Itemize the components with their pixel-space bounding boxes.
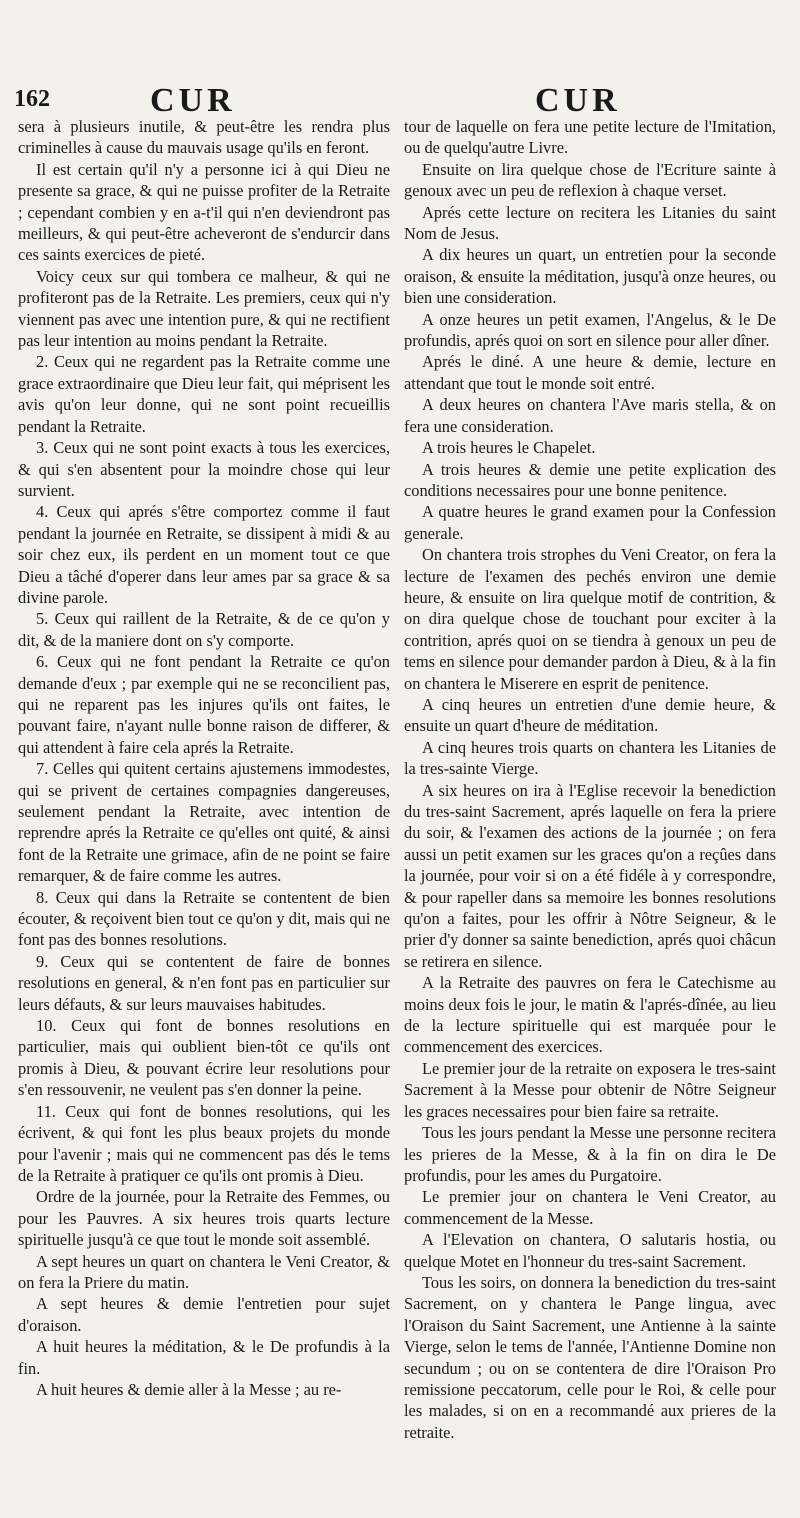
- paragraph: Tous les soirs, on donnera la benediction du tres-saint Sacrement, on y chantera le Pange lingua, avec l'Oraison du Saint Sacrement, une Antienne à la sainte Vierge, selon le tems de l'année, l'Antienne Domine non secundum ; ou on se contentera de dire l'Oraison Pro remissione peccatorum, celle pour le Roi, & celle pour les malades, si on en a recommandé aux prieres de la retraite.: [404, 1272, 776, 1442]
- paragraph: 5. Ceux qui raillent de la Retraite, & de ce qu'on y dit, & de la maniere dont on s'y comporte.: [18, 609, 390, 650]
- paragraph: A l'Elevation on chantera, O salutaris hostia, ou quelque Motet en l'honneur du tres-saint Sacrement.: [404, 1230, 776, 1271]
- paragraph: A trois heures le Chapelet.: [422, 438, 596, 458]
- paragraph: 3. Ceux qui ne sont point exacts à tous les exercices, & qui s'en absentent pour la moindre chose qui leur survient.: [18, 438, 390, 500]
- paragraph: A huit heures la méditation, & le De profundis à la fin.: [18, 1337, 390, 1378]
- page-number: 162: [14, 86, 50, 112]
- running-head-right: CUR: [535, 82, 621, 119]
- paragraph: On chantera trois strophes du Veni Creator, on fera la lecture de l'examen des pechés environ une demie heure, & ensuite on lira quelque motif de contrition, & on dira quelque chose de touchant pour exciter à la contrition, aprés quoi on se tiendra à genoux un peu de tems en silence pour demander pardon à Dieu, & à la fin on chantera le Miserere en esprit de penitence.: [404, 545, 776, 693]
- paragraph: 7. Celles qui quitent certains ajustemens immodestes, qui se privent de certaines compagnies dangereuses, seulement pendant la Retraite, avec intention de reprendre aprés la Retraite ce qu'elles ont quité, & ainsi font de la Retraite une grimace, afin de ne point se faire remarquer, & de faire comme les autres.: [18, 759, 390, 886]
- paragraph: 2. Ceux qui ne regardent pas la Retraite comme une grace extraordinaire que Dieu leur fait, qui méprisent les avis qu'on leur donne, qui ne sont point recueillis pendant la Retraite.: [18, 352, 390, 436]
- paragraph: Il est certain qu'il n'y a personne ici à qui Dieu ne presente sa grace, & qui ne puisse profiter de la Retraite ; cependant combien y en a-t'il qui n'en deviendront pas meilleurs, & qui peut-être acheveront de s'endurcir dans ces saints exercices de pieté.: [18, 159, 390, 265]
- paragraph: A sept heures un quart on chantera le Veni Creator, & on fera la Priere du matin.: [18, 1251, 390, 1292]
- left-column: [18, 116, 390, 1400]
- paragraph: tour de laquelle on fera une petite lecture de l'Imitation, ou de quelqu'autre Livre.: [404, 117, 776, 158]
- paragraph: A trois heures & demie une petite explication des conditions necessaires pour une bonne penitence.: [404, 459, 776, 500]
- paragraph: Ordre de la journée, pour la Retraite des Femmes, ou pour les Pauvres. A six heures trois quarts lecture spirituelle jusqu'à ce que tout le monde soit assemblé.: [18, 1187, 390, 1250]
- paragraph: 11. Ceux qui font de bonnes resolutions, qui les écrivent, & qui font les plus beaux projets du monde pour l'avenir ; mais qui ne commencent pas dés le tems de la Retraite à pratiquer ce qu'ils ont promis à Dieu.: [18, 1101, 390, 1185]
- paragraph: Ensuite on lira quelque chose de l'Ecriture sainte à genoux avec un peu de reflexion à chaque verset.: [404, 159, 776, 201]
- paragraph: A sept heures & demie l'entretien pour sujet d'oraison.: [18, 1294, 390, 1335]
- paragraph: A cinq heures trois quarts on chantera les Litanies de la tres-sainte Vierge.: [404, 737, 776, 779]
- paragraph: Tous les jours pendant la Messe une personne recitera les prieres de la Messe, & à la fin on dira le De profundis, pour les ames du Purgatoire.: [404, 1123, 776, 1185]
- paragraph: A quatre heures le grand examen pour la Confession generale.: [404, 502, 776, 543]
- paragraph: A huit heures & demie aller à la Messe ; au re-: [36, 1379, 342, 1399]
- paragraph: Aprés le diné. A une heure & demie, lecture en attendant que tout le monde soit entré.: [404, 352, 776, 393]
- paragraph: 4. Ceux qui aprés s'être comportez comme il faut pendant la journée en Retraite, se dissipent à midi & au soir chez eux, ils perdent en un moment tout ce que Dieu a tâché d'operer dans leur ames par sa grace & sa divine parole.: [18, 502, 390, 607]
- paragraph: 10. Ceux qui font de bonnes resolutions en particulier, mais qui oublient bien-tôt ce qu'ils ont promis à Dieu, & pouvant écrire leur resolutions pour s'en ressouvenir, ne veulent pas s'en donner la peine.: [18, 1016, 390, 1100]
- paragraph: Le premier jour de la retraite on exposera le tres-saint Sacrement à la Messe pour obtenir de Nôtre Seigneur les graces necessaires pour bien faire sa retraite.: [404, 1058, 776, 1121]
- paragraph: 8. Ceux qui dans la Retraite se contentent de bien écouter, & reçoivent bien tout ce qu'on y dit, mais qui ne font pas des bonnes resolutions.: [18, 887, 390, 950]
- paragraph: sera à plusieurs inutile, & peut-être les rendra plus criminelles à cause du mauvais usage qu'ils en feront.: [18, 117, 390, 158]
- paragraph: A six heures on ira à l'Eglise recevoir la benediction du tres-saint Sacrement, aprés laquelle on fera la priere du soir, & l'examen des actions de la journée ; on fera aussi un petit examen sur les graces qu'on a reçûes dans la journée, pour voir si on a été fidéle à y correspondre, & pour rapeller dans sa memoire les bonnes resolutions qu'on a faites, pour les offrir à Nôtre Seigneur, & le prier d'y donner sa sainte benediction, aprés quoi châcun se retirera en silence.: [404, 780, 776, 971]
- right-column: [404, 116, 776, 1443]
- paragraph: Le premier jour on chantera le Veni Creator, au commencement de la Messe.: [404, 1187, 776, 1228]
- paragraph: A deux heures on chantera l'Ave maris stella, & on fera une consideration.: [404, 395, 776, 436]
- running-head-left: CUR: [150, 82, 236, 119]
- paragraph: Aprés cette lecture on recitera les Litanies du saint Nom de Jesus.: [404, 202, 776, 244]
- paragraph: 6. Ceux qui ne font pendant la Retraite ce qu'on demande d'eux ; par exemple qui ne se reconcilient pas, qui ne reparent pas les injures qu'ils ont faites, le pouvant faire, n'ayant nulle bonne raison de differer, & qui attendent à faire cela aprés la Retraite.: [18, 652, 390, 757]
- paragraph: A onze heures un petit examen, l'Angelus, & le De profundis, aprés quoi on sort en silence pour aller dîner.: [404, 309, 776, 351]
- paragraph: A la Retraite des pauvres on fera le Catechisme au moins deux fois le jour, le matin & l'aprés-dînée, au lieu de la lecture spirituelle qui est marquée pour le commencement des exercices.: [404, 973, 776, 1057]
- paragraph: Voicy ceux sur qui tombera ce malheur, & qui ne profiteront pas de la Retraite. Les premiers, ceux qui n'y viennent pas avec une intention pure, & qui ne rectifient pas leur intention au moins pendant la Retraite.: [18, 266, 390, 351]
- paragraph: A dix heures un quart, un entretien pour la seconde oraison, & ensuite la méditation, jusqu'à onze heures, ou bien une consideration.: [404, 245, 776, 308]
- paragraph: 9. Ceux qui se contentent de faire de bonnes resolutions en general, & n'en font pas en particulier sur leurs défauts, & sur leurs mauvaises habitudes.: [18, 951, 390, 1014]
- paragraph: A cinq heures un entretien d'une demie heure, & ensuite un quart d'heure de méditation.: [404, 694, 776, 736]
